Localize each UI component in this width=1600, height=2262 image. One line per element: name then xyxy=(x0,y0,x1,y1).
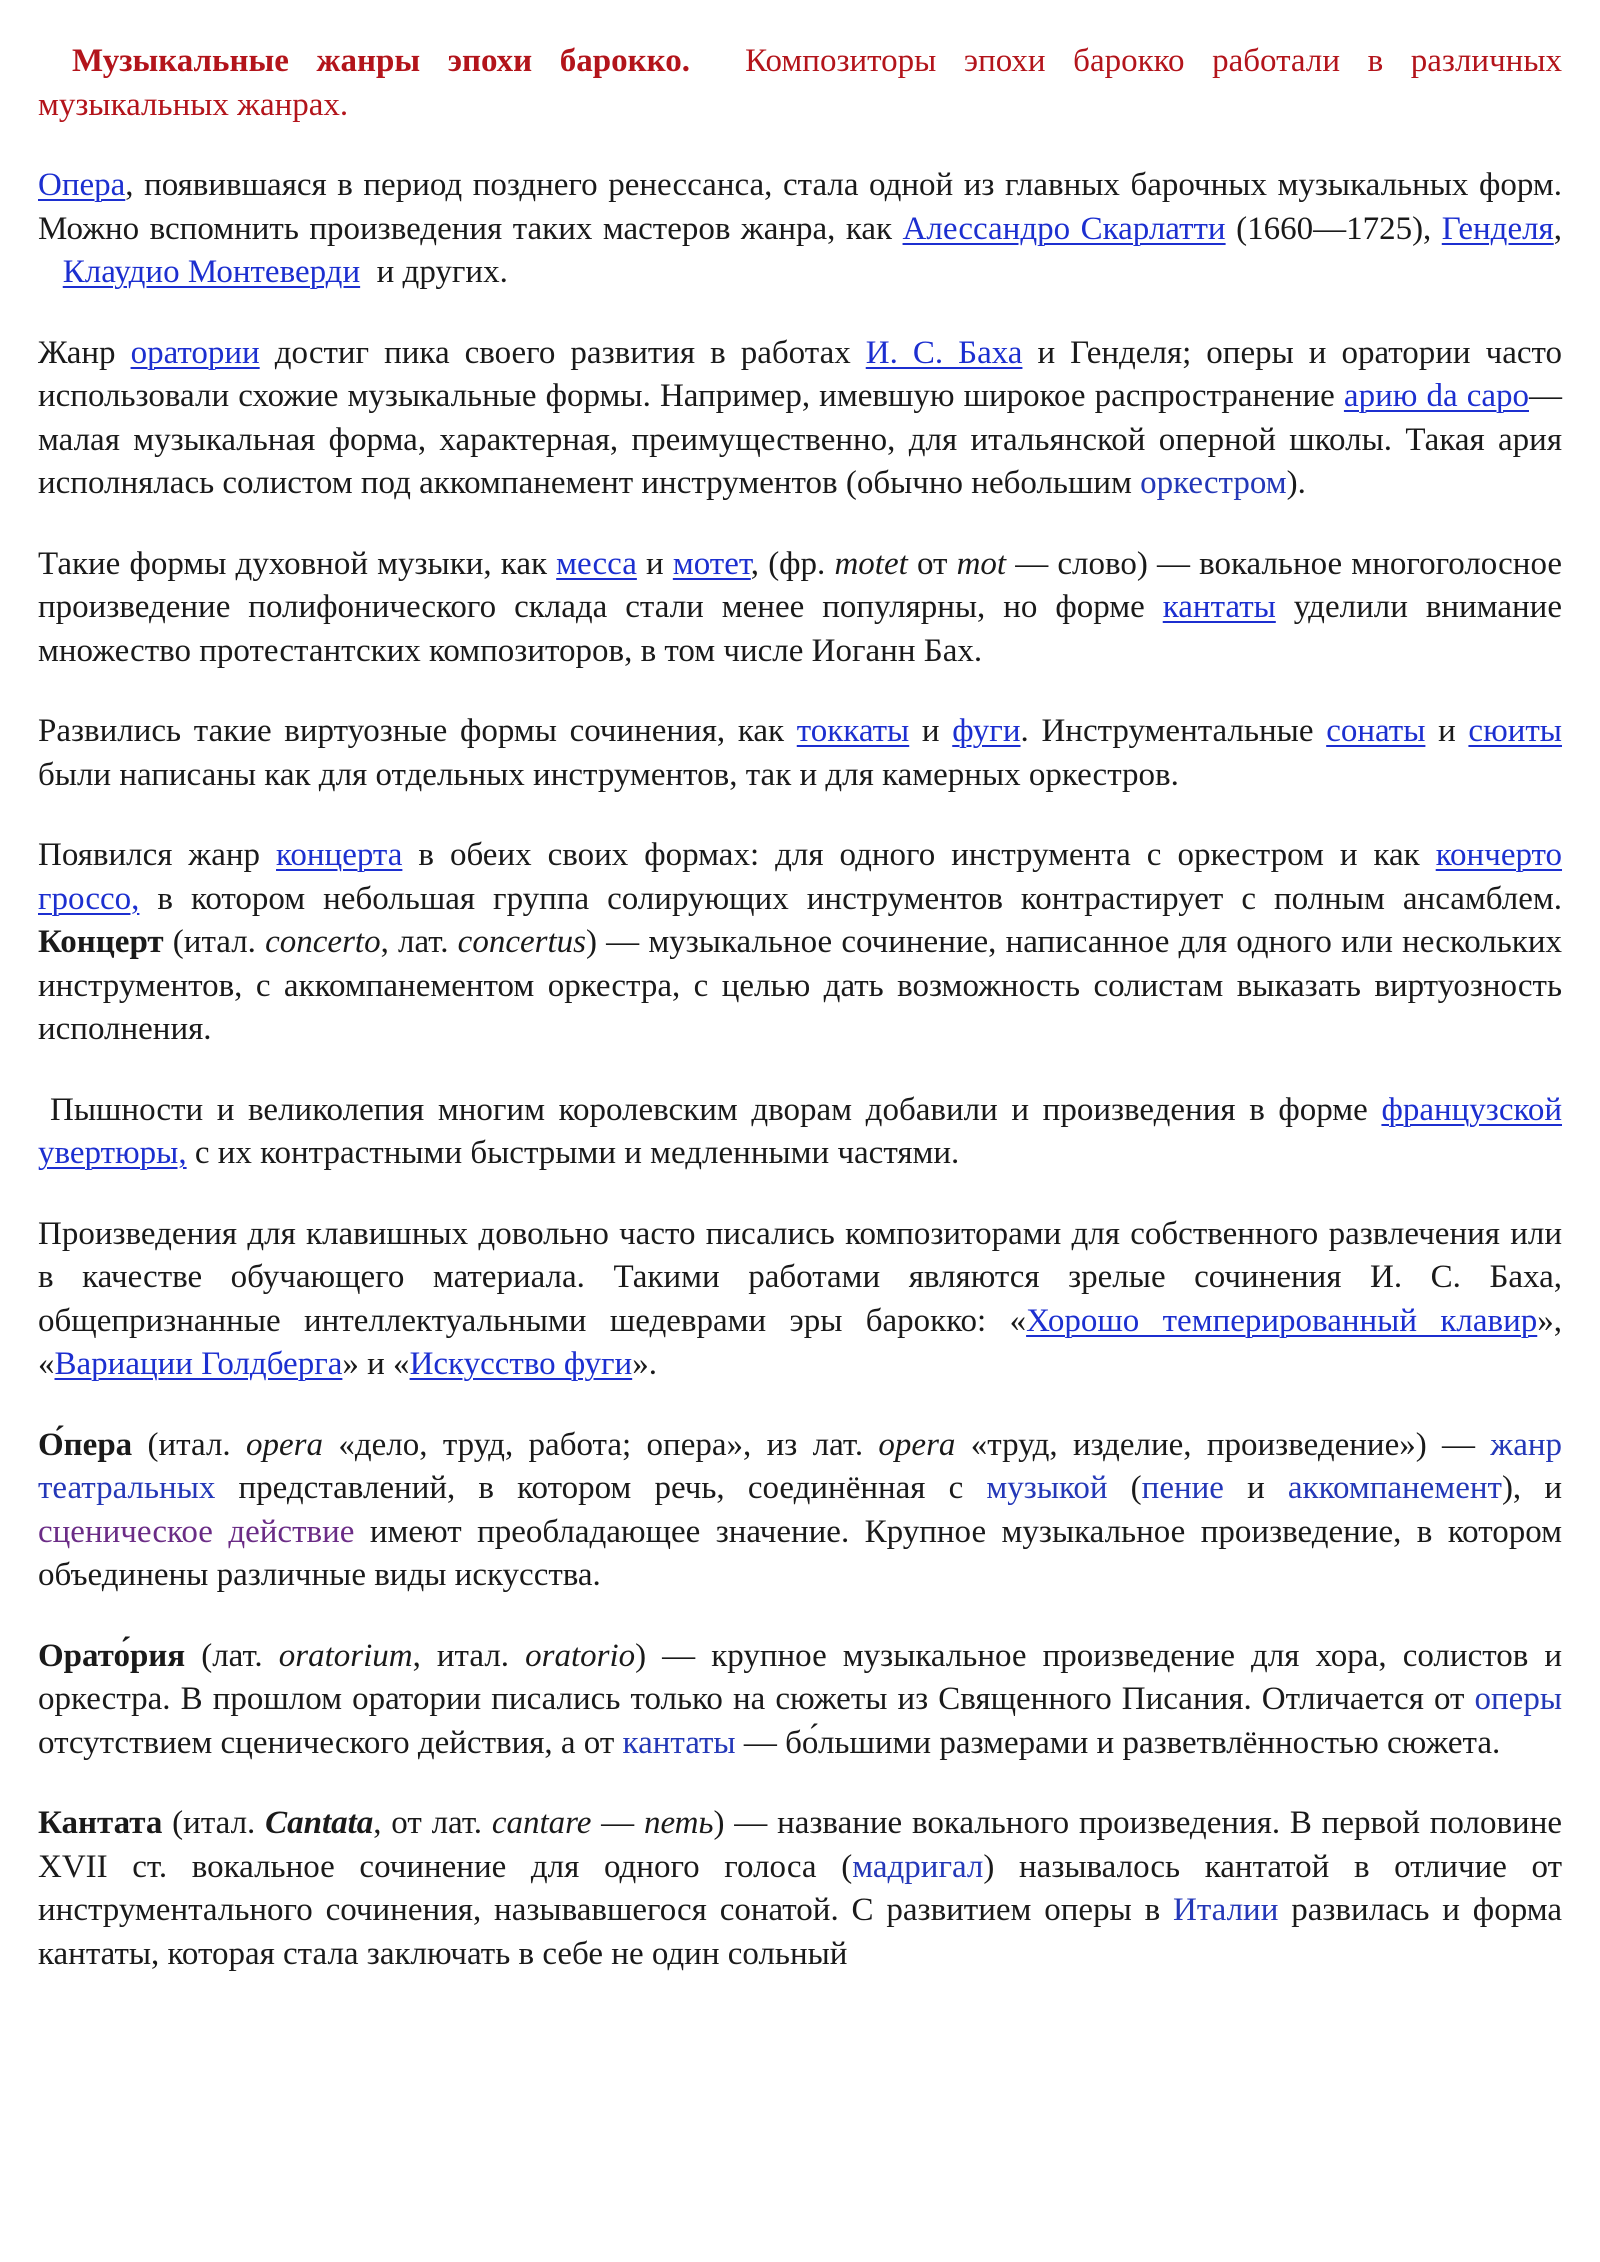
link-opera[interactable]: Опера xyxy=(38,167,126,203)
bold-term: Концерт xyxy=(38,924,164,960)
link-bach[interactable]: И. С. Баха xyxy=(865,334,1023,371)
text: , лат. xyxy=(380,924,458,960)
text: , итал. xyxy=(412,1637,526,1674)
text: ). xyxy=(1286,465,1306,501)
link-scarlatti[interactable]: Алессандро Скарлатти xyxy=(902,210,1226,247)
link-french-overture[interactable]: французской увертюры, xyxy=(38,1091,1562,1171)
document-page xyxy=(38,40,1562,2013)
text: и xyxy=(909,713,953,749)
text: отсутствием сценического действия, а от xyxy=(38,1724,623,1761)
paragraph-virtuoso-forms xyxy=(38,710,1562,797)
italic-term: mot xyxy=(956,545,1007,582)
link-fugue[interactable]: фуги xyxy=(952,713,1021,749)
text: ». xyxy=(632,1346,657,1382)
link-well-tempered-clavier[interactable]: Хорошо темперированный клавир xyxy=(1026,1302,1538,1339)
link-handel[interactable]: Генделя xyxy=(1441,210,1554,247)
link-art-of-fugue[interactable]: Искусство фуги xyxy=(409,1346,633,1382)
text: «труд, изделие, произведение») — xyxy=(955,1426,1491,1463)
italic-term: opera xyxy=(246,1426,324,1463)
text: — xyxy=(591,1805,644,1841)
italic-term: oratorio xyxy=(525,1637,636,1674)
link-accompaniment[interactable]: аккомпанемент xyxy=(1287,1470,1502,1506)
paragraph-overture xyxy=(38,1089,1562,1176)
text: в обеих своих формах: для одного инструмента с оркестром и как xyxy=(402,837,1436,873)
bold-term: О́пера xyxy=(38,1426,133,1463)
paragraph-concerto xyxy=(38,834,1562,1052)
text: достиг пика своего развития в работах xyxy=(259,334,866,371)
link-mass[interactable]: месса xyxy=(556,545,637,582)
italic-term: петь xyxy=(643,1805,714,1841)
paragraph-opera-definition xyxy=(38,1424,1562,1598)
text: (1660—1725), xyxy=(1225,210,1442,247)
link-aria-da-capo[interactable]: арию da capo xyxy=(1343,378,1529,414)
link-theatre-genre[interactable]: жанр театральных xyxy=(38,1426,1563,1506)
text: », « xyxy=(38,1302,1562,1382)
link-oratorio[interactable]: оратории xyxy=(130,334,260,371)
text: были написаны как для отдельных инструментов, так и для камерных оркестров. xyxy=(38,756,1179,793)
paragraph-keyboard-works xyxy=(38,1213,1562,1387)
italic-term: opera xyxy=(878,1426,956,1463)
text: Такие формы духовной музыки, как xyxy=(38,545,557,582)
text: ) — крупное музыкальное произведение для хора, солистов и оркестра. В прошлом оратории писались только на сюжеты из Священного Писания. Отличается от xyxy=(38,1637,1562,1717)
text: Жанр xyxy=(38,334,131,371)
text: — бо́льшими размерами и разветвлённостью сюжета. xyxy=(735,1724,1501,1761)
text: (лат. xyxy=(185,1637,279,1674)
text: (итал. xyxy=(162,1805,266,1841)
paragraph-opera-origins xyxy=(38,164,1562,295)
bold-term: Кантата xyxy=(38,1805,163,1841)
link-goldberg-variations[interactable]: Вариации Голдберга xyxy=(54,1346,343,1382)
text: и Генделя; оперы и оратории часто использовали схожие музыкальные формы. Например, имевшую широкое распространение xyxy=(38,334,1562,414)
text: , (фр. xyxy=(750,545,835,582)
italic-term: oratorium xyxy=(278,1637,413,1674)
italic-term: cantare xyxy=(491,1805,592,1841)
link-toccata[interactable]: токкаты xyxy=(796,713,910,749)
link-italy[interactable]: Италии xyxy=(1173,1892,1279,1928)
link-madrigal[interactable]: мадригал xyxy=(852,1848,984,1885)
link-monteverdi[interactable]: Клаудио Монтеверди xyxy=(62,254,361,290)
italic-term: concertus xyxy=(457,924,586,960)
text: , xyxy=(1553,210,1562,247)
text: — слово) — вокальное многоголосное произведение полифонического склада стали менее популярны, но форме xyxy=(38,545,1562,625)
text: и xyxy=(636,545,673,582)
italic-term: motet xyxy=(834,545,908,582)
text: , появившаяся в период позднего ренессанса, стала одной из главных барочных музыкальных форм. Можно вспомнить произведения таких мастеров жанра, как xyxy=(38,167,1562,247)
link-singing[interactable]: пение xyxy=(1141,1470,1224,1506)
text: развилась и форма кантаты, которая стала заключать в себе не один сольный xyxy=(38,1892,1562,1972)
text: Произведения для клавишных довольно часто писались композиторами для собственного развлечения или в качестве обучающего материала. Такими работами являются зрелые сочинения И. С. Баха, общепризнанные интеллектуальными шедеврами эры барокко: « xyxy=(38,1215,1562,1339)
link-concerto-grosso[interactable]: кончерто гроссо, xyxy=(38,837,1563,917)
text: ), и xyxy=(1501,1470,1562,1506)
link-concerto[interactable]: концерта xyxy=(276,837,403,873)
text: ( xyxy=(1107,1470,1142,1506)
text: уделили внимание множество протестантских композиторов, в том числе Иоганн Бах. xyxy=(38,589,1562,669)
bold-italic-term: Cantata xyxy=(265,1805,374,1841)
intro-text: Композиторы эпохи барокко работали в различных музыкальных жанрах. xyxy=(38,43,1563,123)
link-orchestra[interactable]: оркестром xyxy=(1140,465,1287,501)
text: и других. xyxy=(376,254,508,290)
link-suite[interactable]: сюиты xyxy=(1468,713,1562,749)
text: ) — музыкальное сочинение, написанное для одного или нескольких инструментов, с аккомпанементом оркестра, с целью дать возможность солистам выказать виртуозность исполнения. xyxy=(38,924,1562,1047)
bold-term: Орато́рия xyxy=(38,1637,186,1674)
text: и xyxy=(1223,1470,1288,1506)
text: Развились такие виртуозные формы сочинения, как xyxy=(38,713,797,749)
text: представлений, в котором речь, соединённая с xyxy=(215,1470,987,1506)
text: ) — название вокального произведения. В первой половине XVII ст. вокальное сочинение для одного голоса ( xyxy=(38,1805,1563,1885)
link-cantata-term[interactable]: кантаты xyxy=(622,1724,736,1761)
text: в котором небольшая группа солирующих инструментов контрастирует с полным ансамблем. xyxy=(139,880,1562,917)
paragraph-sacred-music xyxy=(38,543,1562,674)
link-cantata[interactable]: кантаты xyxy=(1162,589,1276,625)
text: — малая музыкальная форма, характерная, преимущественно, для итальянской оперной школы. Такая ария исполнялась солистом под аккомпанемент инструментов (обычно небольшим xyxy=(38,378,1562,501)
link-opera-term[interactable]: оперы xyxy=(1474,1681,1562,1717)
text: имеют преобладающее значение. Крупное музыкальное произведение, в котором объединены различные виды искусства. xyxy=(38,1513,1562,1593)
text: «дело, труд, работа; опера», из лат. xyxy=(323,1426,879,1463)
text: с их контрастными быстрыми и медленными частями. xyxy=(186,1135,960,1171)
text: и xyxy=(1425,713,1469,749)
paragraph-oratorio-definition xyxy=(38,1635,1562,1766)
link-stage-action[interactable]: сценическое действие xyxy=(38,1513,355,1550)
link-motet[interactable]: мотет xyxy=(672,545,751,582)
text: (итал. xyxy=(132,1426,247,1463)
intro-heading: Музыкальные жанры эпохи барокко. xyxy=(72,43,690,79)
paragraph-oratorio-genre xyxy=(38,332,1562,506)
text: . Инструментальные xyxy=(1020,713,1327,749)
text: ) называлось кантатой в отличие от инструментального сочинения, называвшегося сонатой. С развитием оперы в xyxy=(38,1848,1562,1928)
link-music[interactable]: музыкой xyxy=(986,1470,1108,1506)
text: , от лат. xyxy=(373,1805,492,1841)
text: » и « xyxy=(342,1346,410,1382)
text: от xyxy=(907,545,957,582)
intro-paragraph xyxy=(38,40,1562,127)
link-sonata[interactable]: сонаты xyxy=(1326,713,1426,749)
paragraph-cantata-definition xyxy=(38,1802,1562,1976)
text: Появился жанр xyxy=(38,837,277,873)
text: (итал. xyxy=(163,924,266,960)
italic-term: concerto xyxy=(265,924,381,960)
text: Пышности и великолепия многим королевским дворам добавили и произведения в форме xyxy=(50,1091,1382,1128)
